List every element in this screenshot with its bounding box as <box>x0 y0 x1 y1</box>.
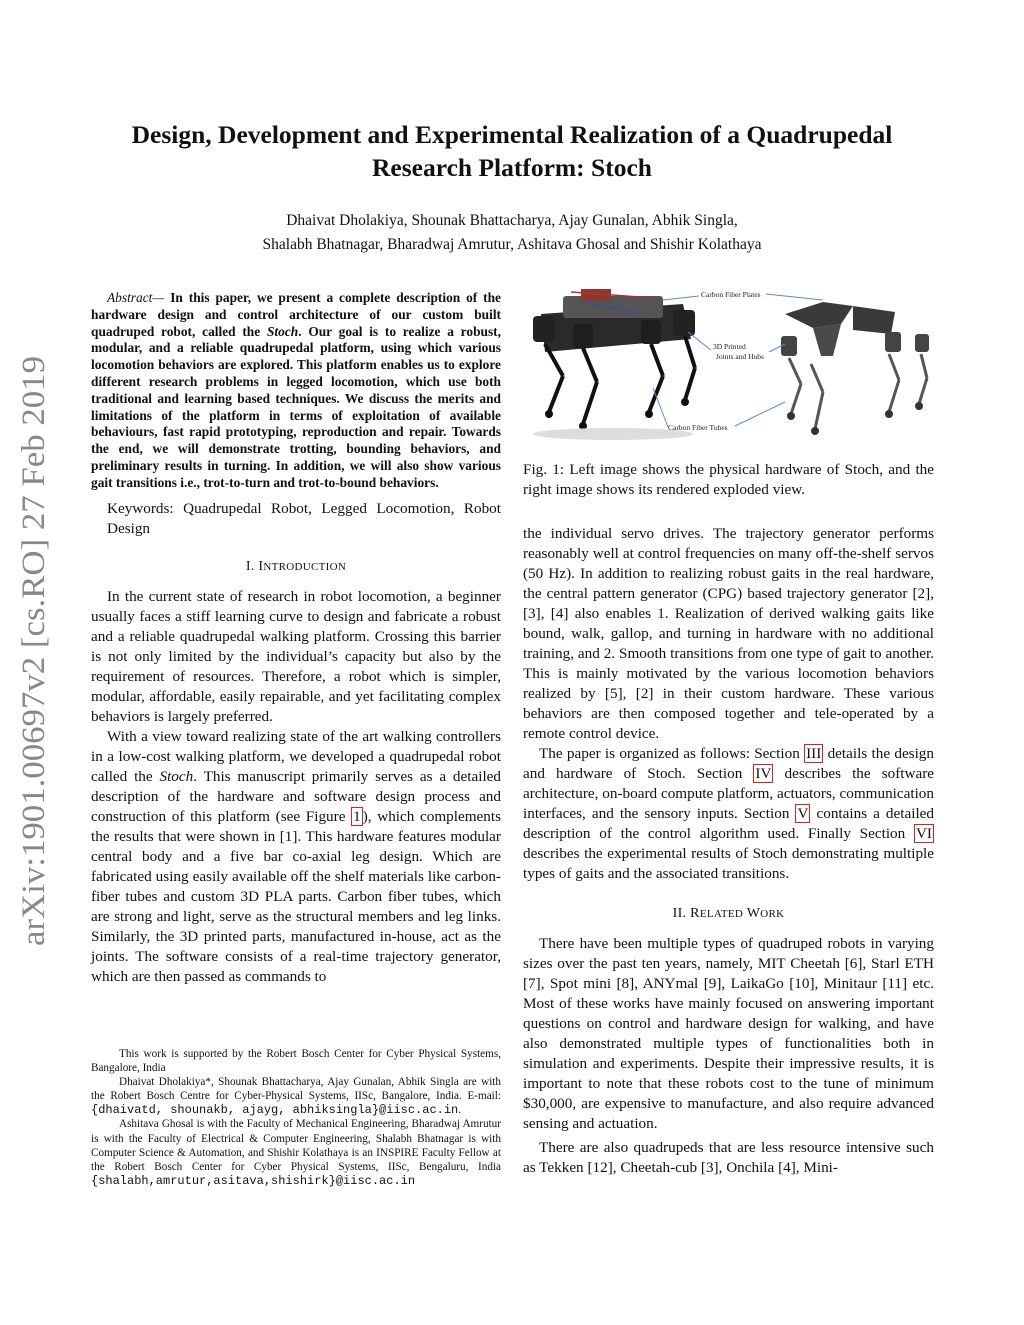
figure-caption: Fig. 1: Left image shows the physical hardware of Stoch, and the right image shows its rendered exploded view. <box>523 461 934 498</box>
intro-paragraph-2: With a view toward realizing state of the art walking controllers in a low-cost walking platform, we developed a quadrupedal robot called the Stoch. This manuscript primarily serves as a detailed description of the hardware and software design process and construction of this platform (see Figure 1 ), which complements the results that were shown in [1]. This hardware features modular central body and a five bar co-axial leg design. Which are fabricated using easily available off the shelf materials like carbon-fiber tubes and custom 3D PLA parts. Carbon fiber tubes, which are strong and light, serve as the structural members and leg links. Similarly, the 3D printed parts, manufactured in-house, act as the joints. The software consists of a real-time trajectory generator, which are then passed as commands to <box>91 727 502 985</box>
section-ref-iii[interactable]: III <box>806 745 822 762</box>
keywords: Keywords: Quadrupedal Robot, Legged Locomotion, Robot Design <box>107 499 501 537</box>
authors-line-1: Dhaivat Dholakiya, Shounak Bhattacharya, Ajay Gunalan, Abhik Singla, <box>286 212 738 229</box>
intro-paragraph-1: In the current state of research in robot locomotion, a beginner usually faces a stiff learning curve to design and fabricate a robust and a reliable quadrupedal walking platform. Crossing this barrier is not only limited by the individual’s capacity but also by the requirement of resources. Therefore, a robot which is simpler, modular, affordable, easily repairable, and yet facilitating complex behaviors is largely preferred. <box>91 587 501 725</box>
physical-robot-photo <box>533 289 695 440</box>
email-group-2: {shalabh,amrutur,asitava,shishirk}@iisc.ac.in <box>91 1173 416 1188</box>
title-line-1: Design, Development and Experimental Realization of a Quadrupedal <box>131 120 893 149</box>
title-line-2: Research Platform: Stoch <box>372 153 652 182</box>
right-column <box>523 524 934 1178</box>
arxiv-side-label <box>6 350 58 950</box>
arxiv-side-text: arXiv:1901.00697v2 [cs.RO] 27 Feb 2019 <box>16 386 52 946</box>
abstract-part-2: . Our goal is to realize a robust, modular, and a reliable quadrupedal platform, using which various locomotion behaviors are explored. This platform enables us to explore different research problems in legged locomotion, which use both traditional and learning based techniques. We discuss the merits and limitations of the platform in terms of exploitation of available behaviours, fast rapid prototyping, reproduction and repair. Towards the end, we will demonstrate trotting, bounding behaviors, and preliminary results in turning. In addition, we will also show various gait transitions i.e., trot-to-turn and trot-to-bound behaviors. <box>91 323 501 490</box>
related-paragraph-1: There have been multiple types of quadruped robots in varying sizes over the past ten years, namely, MIT Cheetah [6], Starl ETH [7], Spot mini [8], ANYmal [9], LaikaGo [10], Minitaur [11] etc. Most of these works have mainly focused on answering important questions on control and hardware design for walking, and have also demonstrated multiple types of functionalities both in simulation and experiments. Despite their impressive results, it is important to note that these robots cost to the tune of minimum $30,000, are expensive to manufacture, and also require advanced sensing and actuation. <box>523 935 934 1132</box>
section-heading-related-work: II. RELATED WORK <box>672 906 785 921</box>
label-carbon-fiber-tubes: Carbon Fiber Tubes <box>668 423 728 432</box>
authors-line-2: Shalabh Bhatnagar, Bharadwaj Amrutur, Ashitava Ghosal and Shishir Kolathaya <box>262 236 762 253</box>
exploded-view-render <box>781 302 929 435</box>
related-paragraph-2: There are also quadrupeds that are less resource intensive such as Tekken [12], Cheetah-cub [3], Onchila [4], Mini- <box>523 1139 934 1176</box>
section-ref-iv[interactable]: IV <box>755 765 772 782</box>
label-3d-printed-1: 3D Printed <box>713 342 746 351</box>
footnote-affiliation-2: Ashitava Ghosal is with the Faculty of Mechanical Engineering, Bharadwaj Amrutur is with the Faculty of Electrical & Computer Engineering, Shalabh Bhatnagar is with Computer Science & Automation, and Shishir Kolathaya is an INSPIRE Faculty Fellow at the Robert Bosch Center for Cyber Physical Systems, IISc, Bengaluru, India {shalabh,amrutur,asitava,shishirk}@iisc.ac.in <box>91 1118 501 1188</box>
abstract-part-1: In this paper, we present a complete description of the hardware design and control architecture of our custom built quadruped robot, called the <box>91 290 501 339</box>
right-paragraph-1: the individual servo drives. The trajectory generator performs reasonably well at control frequencies on many off-the-shelf servos (50 Hz). In addition to realizing robust gaits in the real hardware, the central pattern generator (CPG) based trajectory generator [2], [3], [4] also enables 1. Realization of derived walking gaits like bound, walk, gallop, and turning in hardware with no additional training, and 2. Smooth transitions from one type of gait to another. This is mainly motivated by the various locomotion behaviors realized by [5], [2] in their custom hardware. These various behaviors are then composed together and tele-operated by a remote control device. <box>523 525 934 742</box>
section-ref-v[interactable]: V <box>797 805 809 822</box>
abstract: Abstract— In this paper, we present a complete description of the hardware design and control architecture of our custom built quadruped robot, called the Stoch. Our goal is to realize a robust, modular, and a reliable quadrupedal platform, using which various locomotion behaviors are explored. This platform enables us to explore different research problems in legged locomotion, which use both traditional and learning based techniques. We discuss the merits and limitations of the platform in terms of exploitation of available behaviours, fast rapid prototyping, reproduction and repair. Towards the end, we will demonstrate trotting, bounding behaviors, and preliminary results in turning. In addition, we will also show various gait transitions i.e., trot-to-turn and trot-to-bound behaviors. <box>91 290 501 490</box>
robot-figure-image <box>523 284 935 449</box>
right-paragraph-2: The paper is organized as follows: Section III details the design and hardware of Stoch. Section IV describes the software architecture, on-board compute platform, actuators, communication interfaces, and the sensory inputs. Section V contains a detailed description of the control algorithm used. Finally Section VI describes the experimental results of Stoch demonstrating multiple types of gaits and the associated transitions. <box>523 745 934 882</box>
figure-ref-link[interactable]: 1 <box>353 807 361 825</box>
author-list <box>90 209 934 257</box>
footnote-funding: This work is supported by the Robert Bosch Center for Cyber Physical Systems, Bangalore, India <box>91 1048 501 1075</box>
figure-1 <box>523 284 935 449</box>
abstract-stoch: Stoch <box>266 323 299 339</box>
footnote-affiliation-1: Dhaivat Dholakiya*, Shounak Bhattacharya, Ajay Gunalan, Abhik Singla are with the Robert Bosch Centre for Cyber-Physical Systems, IISc, Bangalore, India. E-mail: {dhaivatd, shounakb, ajayg, abhiksingla}@iisc.ac.in. <box>91 1076 501 1118</box>
footnotes <box>91 1047 501 1188</box>
left-column <box>91 290 501 987</box>
section-ref-vi[interactable]: VI <box>915 825 932 842</box>
label-3d-printed-2: Joints and Hubs <box>716 352 764 361</box>
label-carbon-fiber-plates: Carbon Fiber Plates <box>701 290 761 299</box>
paper-title <box>90 118 934 184</box>
email-group-1: {dhaivatd, shounakb, ajayg, abhiksingla}@iisc.ac.in <box>91 1103 459 1118</box>
section-heading-introduction: I. INTRODUCTION <box>245 558 347 574</box>
abstract-lead: Abstract <box>107 290 153 305</box>
